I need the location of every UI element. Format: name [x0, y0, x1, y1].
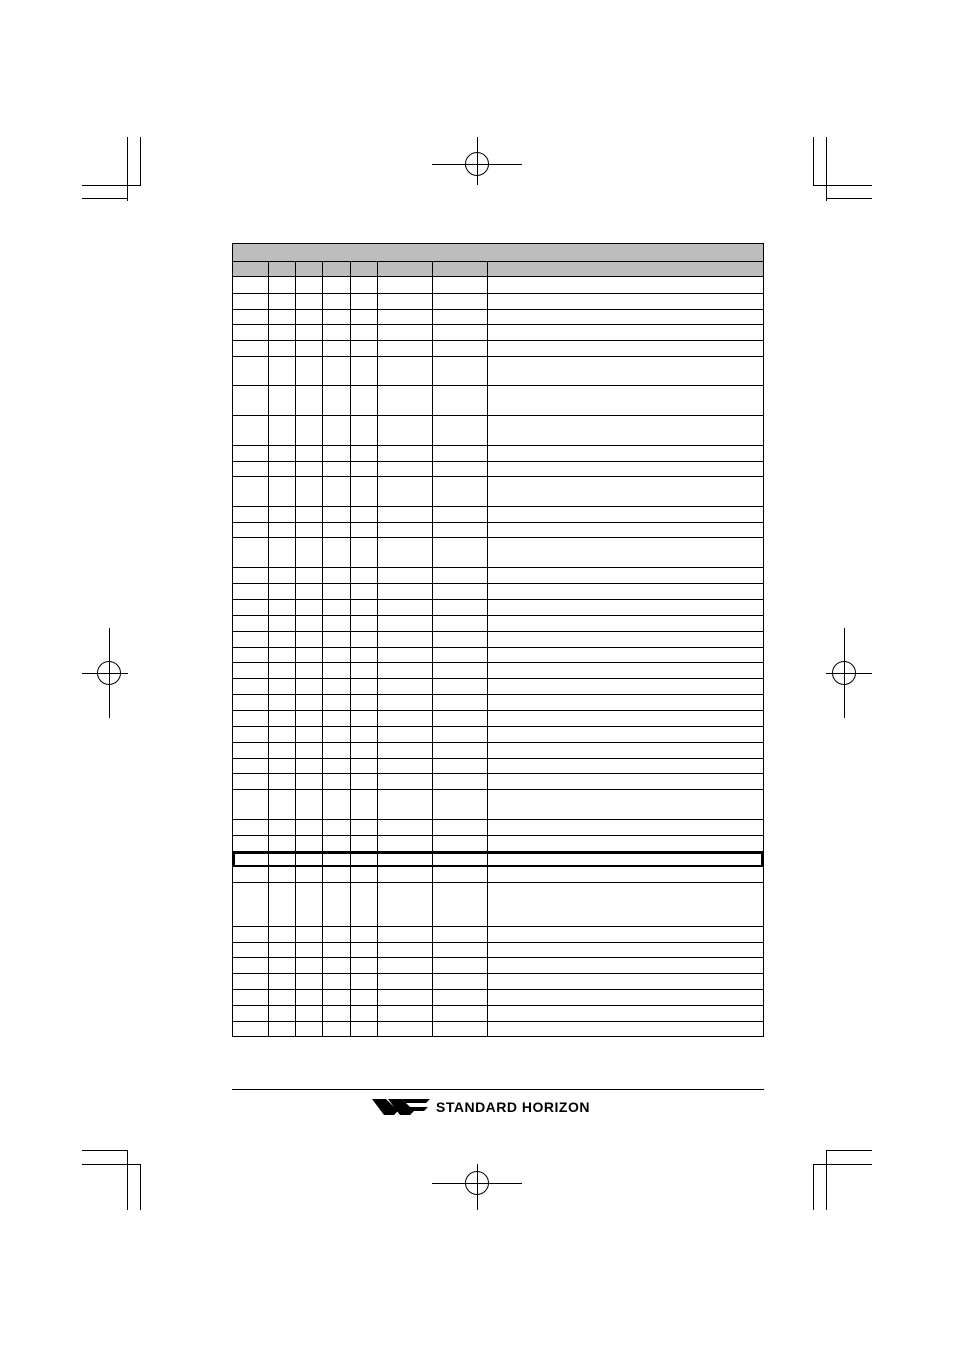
- footer-divider: [232, 1089, 764, 1090]
- table-row: [233, 477, 763, 507]
- table-row: [233, 836, 763, 852]
- table-row: [233, 943, 763, 958]
- table-row: [233, 523, 763, 538]
- crop-mark: [813, 1164, 814, 1210]
- table-row: [233, 446, 763, 462]
- table-row: [233, 278, 763, 294]
- crop-mark: [140, 137, 141, 186]
- standard-horizon-logo-icon: [372, 1097, 430, 1117]
- crop-mark: [82, 1164, 141, 1165]
- table-row: [233, 310, 763, 325]
- table-row: [233, 632, 763, 648]
- column-divider: [487, 261, 488, 1036]
- table-row: [233, 958, 763, 974]
- crop-mark: [813, 137, 814, 186]
- table-row: [233, 743, 763, 759]
- column-divider: [350, 261, 351, 1036]
- table-row: [233, 790, 763, 820]
- footer-logo: [372, 1096, 590, 1118]
- table-row: [233, 538, 763, 568]
- table-row: [233, 695, 763, 711]
- crop-mark: [127, 1150, 128, 1210]
- table-row: [233, 852, 763, 867]
- brand-text: STANDARD HORIZON: [436, 1099, 590, 1115]
- table-row: [233, 927, 763, 943]
- table-row: [233, 663, 763, 679]
- crop-mark: [140, 1164, 141, 1210]
- registration-circle: [97, 661, 121, 685]
- registration-circle: [465, 152, 489, 176]
- table-row: [233, 462, 763, 477]
- crop-mark: [813, 185, 872, 186]
- table-row: [233, 990, 763, 1006]
- table-row: [233, 648, 763, 663]
- column-divider: [322, 261, 323, 1036]
- channel-table: [232, 243, 764, 1037]
- crop-mark: [826, 1150, 827, 1210]
- table-row: [233, 820, 763, 836]
- table-row: [233, 727, 763, 743]
- column-divider: [432, 261, 433, 1036]
- crop-mark: [826, 1150, 872, 1151]
- crop-mark: [813, 1164, 872, 1165]
- table-title-bar: [233, 244, 763, 262]
- table-row: [233, 1022, 763, 1037]
- table-row: [233, 357, 763, 386]
- table-row: [233, 584, 763, 600]
- table-row: [233, 568, 763, 584]
- table-row: [233, 759, 763, 774]
- table-row: [233, 325, 763, 341]
- column-divider: [268, 261, 269, 1036]
- crop-mark: [826, 137, 827, 201]
- registration-circle: [832, 661, 856, 685]
- table-row: [233, 867, 763, 883]
- column-divider: [377, 261, 378, 1036]
- crop-mark: [127, 137, 128, 201]
- table-row: [233, 386, 763, 416]
- crop-mark: [82, 185, 141, 186]
- table-row: [233, 341, 763, 357]
- table-row: [233, 616, 763, 632]
- table-row: [233, 711, 763, 727]
- table-row: [233, 974, 763, 990]
- table-row: [233, 416, 763, 446]
- crop-mark: [82, 198, 128, 199]
- crop-mark: [82, 1150, 128, 1151]
- table-row: [233, 507, 763, 523]
- table-row: [233, 600, 763, 616]
- crop-mark: [826, 198, 872, 199]
- registration-circle: [465, 1171, 489, 1195]
- table-row: [233, 294, 763, 310]
- column-divider: [295, 261, 296, 1036]
- table-row: [233, 1006, 763, 1022]
- table-row: [233, 883, 763, 927]
- table-header-row: [233, 262, 763, 277]
- table-row: [233, 774, 763, 790]
- table-row: [233, 679, 763, 695]
